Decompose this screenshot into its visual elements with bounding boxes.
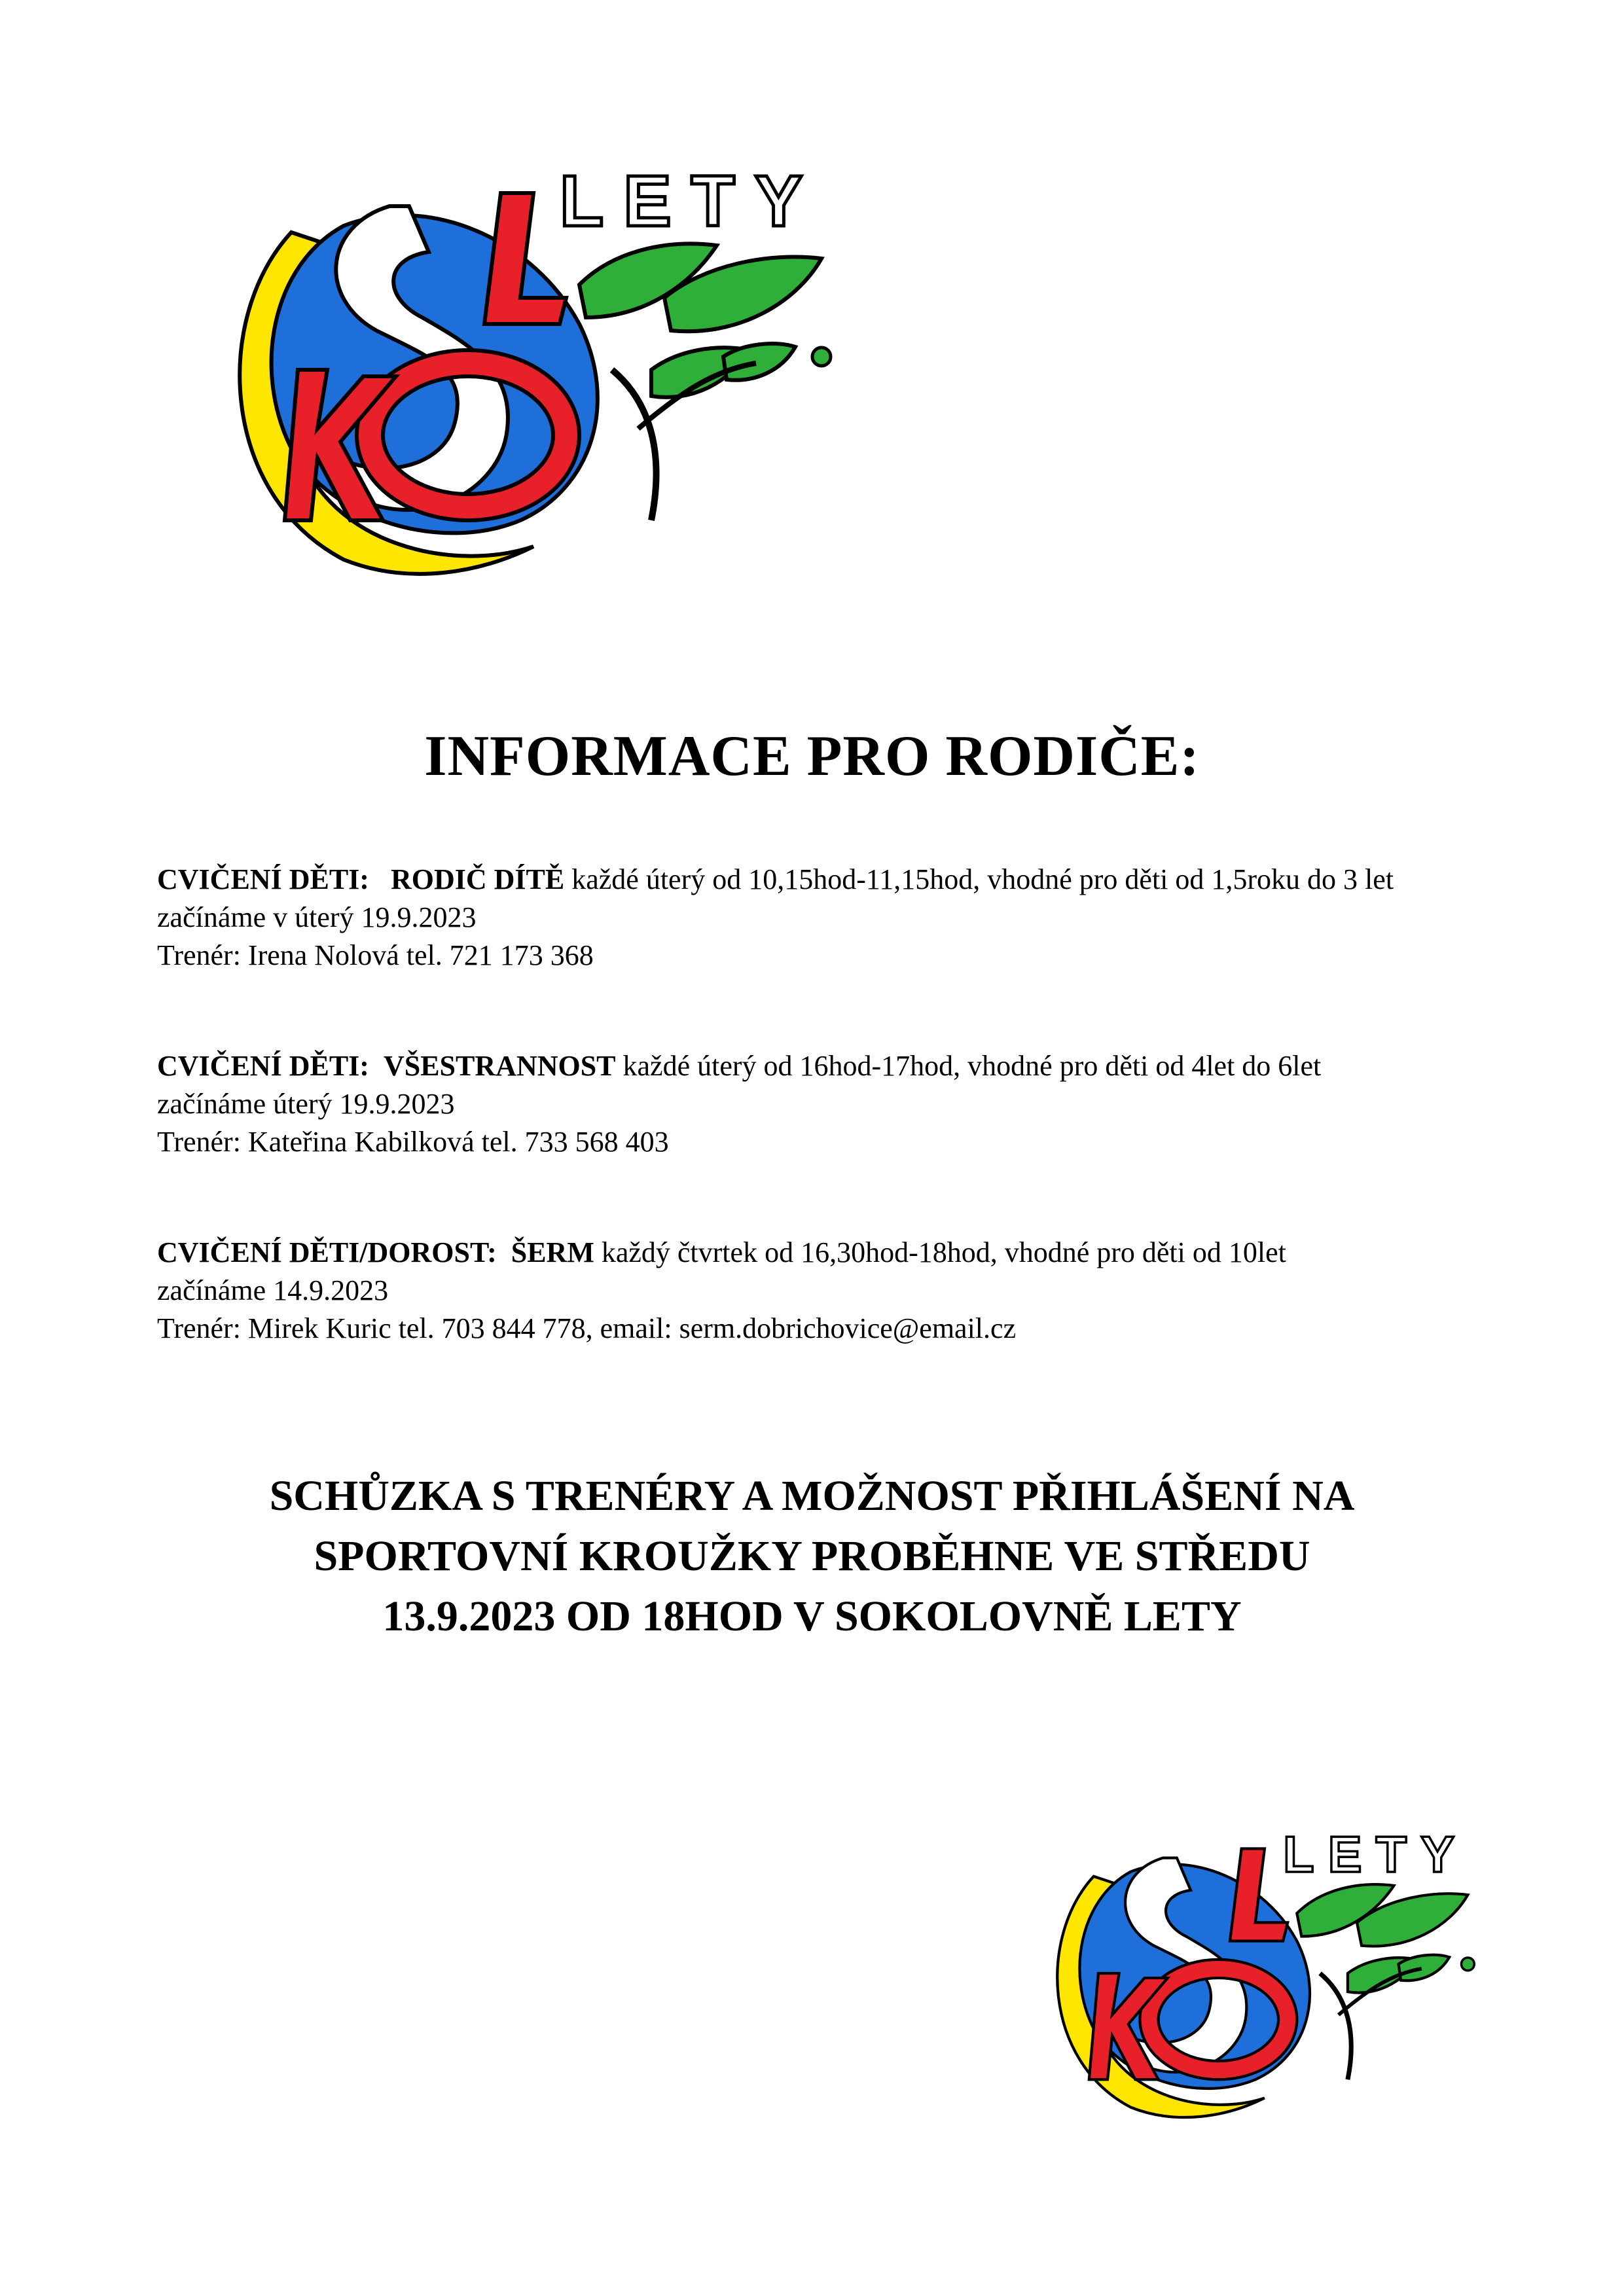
logo-text: LETY: [560, 161, 823, 242]
section-parent-child: [157, 861, 1473, 975]
section-category: CVIČENÍ DĚTI:: [157, 863, 369, 895]
section-schedule: každé úterý od 10,15hod-11,15hod, vhodné pro děti od 1,5roku do 3 let: [571, 863, 1394, 895]
notice-line: 13.9.2023 OD 18HOD V SOKOLOVNĚ LETY: [382, 1592, 1242, 1640]
section-activity: ŠERM: [511, 1236, 594, 1268]
page-title: INFORMACE PRO RODIČE:: [424, 725, 1200, 788]
section-schedule: každé úterý od 16hod-17hod, vhodné pro děti od 4let do 6let: [623, 1050, 1322, 1082]
section-trainer: Trenér: Mirek Kuric tel. 703 844 778, email: serm.dobrichovice@email.cz: [157, 1312, 1017, 1344]
section-category: CVIČENÍ DĚTI:: [157, 1050, 369, 1082]
sokol-logo-graphic: [193, 154, 893, 586]
section-fencing: [157, 1234, 1473, 1348]
section-trainer: Trenér: Irena Nolová tel. 721 173 368: [157, 939, 594, 971]
section-start: začínáme v úterý 19.9.2023: [157, 901, 477, 933]
sokol-logo-graphic: [1024, 1820, 1519, 2127]
section-category: CVIČENÍ DĚTI/DOROST:: [157, 1236, 497, 1268]
notice-line: SPORTOVNÍ KROUŽKY PROBĚHNE VE STŘEDU: [314, 1532, 1310, 1580]
sokol-lety-logo: [193, 154, 893, 586]
section-start: začínáme úterý 19.9.2023: [157, 1088, 455, 1120]
sokol-lety-logo-small: [1024, 1820, 1519, 2127]
section-schedule: každý čtvrtek od 16,30hod-18hod, vhodné pro děti od 10let: [601, 1236, 1286, 1268]
section-activity: VŠESTRANNOST: [383, 1050, 616, 1082]
section-trainer: Trenér: Kateřina Kabilková tel. 733 568 403: [157, 1126, 669, 1158]
section-all-round: [157, 1047, 1473, 1161]
meeting-notice: [0, 1466, 1624, 1647]
section-activity: RODIČ DÍTĚ: [390, 863, 565, 895]
section-start: začínáme 14.9.2023: [157, 1274, 389, 1306]
logo-text: LETY: [1283, 1826, 1469, 1883]
notice-line: SCHŮZKA S TRENÉRY A MOŽNOST PŘIHLÁŠENÍ NA: [269, 1472, 1355, 1520]
